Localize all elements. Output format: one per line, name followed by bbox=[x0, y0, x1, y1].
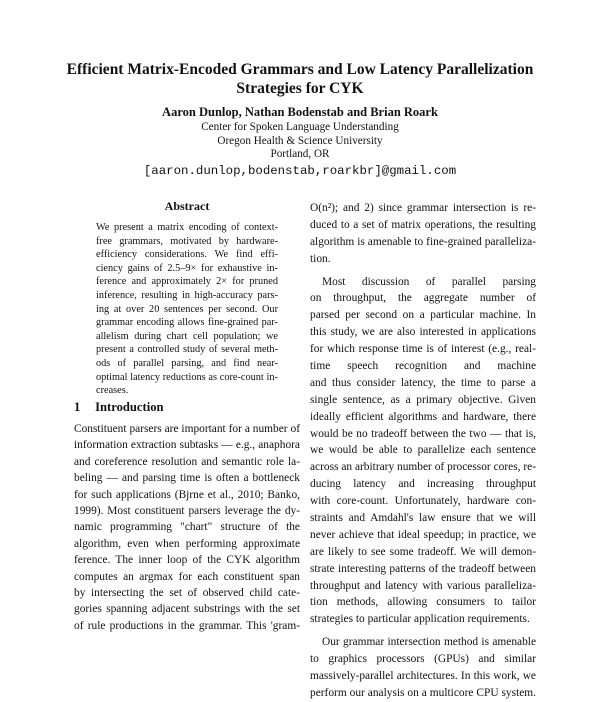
body-line: ideally efficient algorithms and hardware, there bbox=[310, 410, 536, 423]
body-line: algorithm is amenable to fine-grained paralleliza- bbox=[310, 235, 536, 248]
title-line: Strategies for CYK bbox=[236, 80, 364, 97]
body-line: we would be able to parallelize each sentence bbox=[310, 444, 536, 457]
body-line: O(n²); and 2) since grammar intersection is re- bbox=[310, 202, 536, 214]
right-column bbox=[310, 200, 536, 702]
abstract-line: free grammars, motivated by hardware- bbox=[96, 235, 278, 247]
intro-line: namic programming "chart" structure of the bbox=[74, 521, 300, 534]
body-line: strategies to particular application requirements. bbox=[310, 613, 530, 626]
intro-line: algorithm, even when performing approximate bbox=[74, 537, 300, 550]
body-line: strate interesting patterns of the tradeoff between bbox=[310, 562, 536, 575]
body-line: Our grammar intersection method is amenable bbox=[322, 636, 536, 649]
body-line: tion methods, allowing consumers to tailor bbox=[310, 596, 536, 609]
abstract-line: optimal latency reductions as core-count in- bbox=[96, 371, 278, 383]
abstract-line: We present a matrix encoding of context- bbox=[96, 222, 278, 233]
section-title: Introduction bbox=[95, 400, 164, 414]
intro-line: beling — and parsing time is often a bottleneck bbox=[74, 472, 300, 485]
body-line: duced to a set of matrix operations, the resulting bbox=[310, 218, 536, 231]
intro-line: information extraction subtasks — e.g., anaphora bbox=[74, 439, 300, 452]
abstract-body bbox=[96, 221, 278, 398]
body-line: on throughput, the aggregate number of bbox=[310, 292, 536, 305]
abstract-line: creases. bbox=[96, 385, 129, 397]
intro-line: and coreference resolution and semantic role la- bbox=[74, 455, 300, 468]
body-line: never achieve that ideal speedup; in practice, we bbox=[310, 528, 536, 541]
intro-line: of rule productions in the grammar. This 'gram- bbox=[74, 619, 300, 632]
title-line: Efficient Matrix-Encoded Grammars and Low Latency Parallelization bbox=[66, 61, 534, 78]
intro-line: for such applications (Bjrne et al., 2010; Banko, bbox=[74, 488, 300, 501]
author-email: [aaron.dunlop,bodenstab,roarkbr]@gmail.com bbox=[143, 163, 457, 178]
body-line: Most discussion of parallel parsing bbox=[322, 275, 536, 288]
section-heading-introduction bbox=[74, 400, 164, 415]
intro-line: by intersecting the set of observed child cate- bbox=[74, 586, 300, 599]
affiliation-line: Oregon Health & Science University bbox=[217, 134, 383, 147]
body-line: massively-parallel architectures. In this work, we bbox=[310, 670, 536, 683]
paper-title bbox=[40, 60, 560, 98]
abstract-line: ference and approximately 2× for pruned bbox=[96, 276, 278, 288]
body-line: across an arbitrary number of processor cores, re- bbox=[310, 461, 536, 474]
body-line: parsed per second on a particular machine. In bbox=[310, 309, 536, 322]
author-list: Aaron Dunlop, Nathan Bodenstab and Brian Roark bbox=[162, 105, 438, 119]
affiliation-line: Center for Spoken Language Understanding bbox=[201, 121, 399, 133]
body-line: throughput and latency with various paralleliza- bbox=[310, 579, 536, 592]
abstract-line: efficiency considerations. We find effi- bbox=[96, 249, 278, 261]
abstract-line: inference, resulting in high-accuracy pars- bbox=[96, 289, 278, 301]
affiliation-line: Portland, OR bbox=[270, 148, 330, 160]
section-number: 1 bbox=[74, 400, 81, 414]
intro-line: gories spanning adjacent substrings with the set bbox=[74, 603, 300, 616]
introduction-body bbox=[74, 421, 300, 634]
body-line: are likely to see some tradeoff. We will demon- bbox=[310, 545, 536, 558]
body-line: tion. bbox=[310, 252, 331, 265]
body-line: with core-count. Unfortunately, hardware con- bbox=[310, 495, 536, 508]
body-line: time speech recognition and machine bbox=[310, 360, 536, 373]
abstract-line: ods of parallel parsing, and find near- bbox=[96, 357, 278, 369]
intro-line: 1999). Most constituent parsers leverage the dy- bbox=[74, 504, 300, 517]
body-line: ducing latency and increasing throughput bbox=[310, 478, 536, 491]
body-line: to graphics processors (GPUs) and similar bbox=[310, 653, 536, 666]
body-line: would be no tradeoff between the two — that is, bbox=[310, 427, 536, 440]
body-line: for which response time is of interest (e.g., real- bbox=[310, 343, 536, 356]
abstract-line: present a controlled study of several meth- bbox=[96, 344, 278, 356]
intro-line: Constituent parsers are important for a number of bbox=[74, 423, 300, 435]
body-line: straints and Amdahl's law ensure that we will bbox=[310, 512, 536, 525]
abstract-line: ing at over 20 sentences per second. Our bbox=[96, 303, 278, 315]
abstract-heading: Abstract bbox=[164, 199, 210, 213]
body-line: perform our analysis on a multicore CPU system. bbox=[310, 686, 536, 699]
abstract-line: ciency gains of 2.5–9× for exhaustive in- bbox=[96, 262, 278, 274]
abstract-line: allelism during chart cell population; we bbox=[96, 330, 278, 342]
body-line: single sentence, as a primary objective. Given bbox=[310, 393, 536, 406]
body-line: this study, we are also interested in applications bbox=[310, 326, 536, 339]
intro-line: computes an argmax for each constituent span bbox=[74, 570, 300, 583]
body-line: and thus consider latency, the time to parse a bbox=[310, 376, 536, 389]
intro-line: ference. The inner loop of the CYK algorithm bbox=[74, 554, 300, 567]
affiliation-block bbox=[40, 121, 560, 180]
abstract-line: grammar encoding allows fine-grained par- bbox=[96, 317, 278, 329]
